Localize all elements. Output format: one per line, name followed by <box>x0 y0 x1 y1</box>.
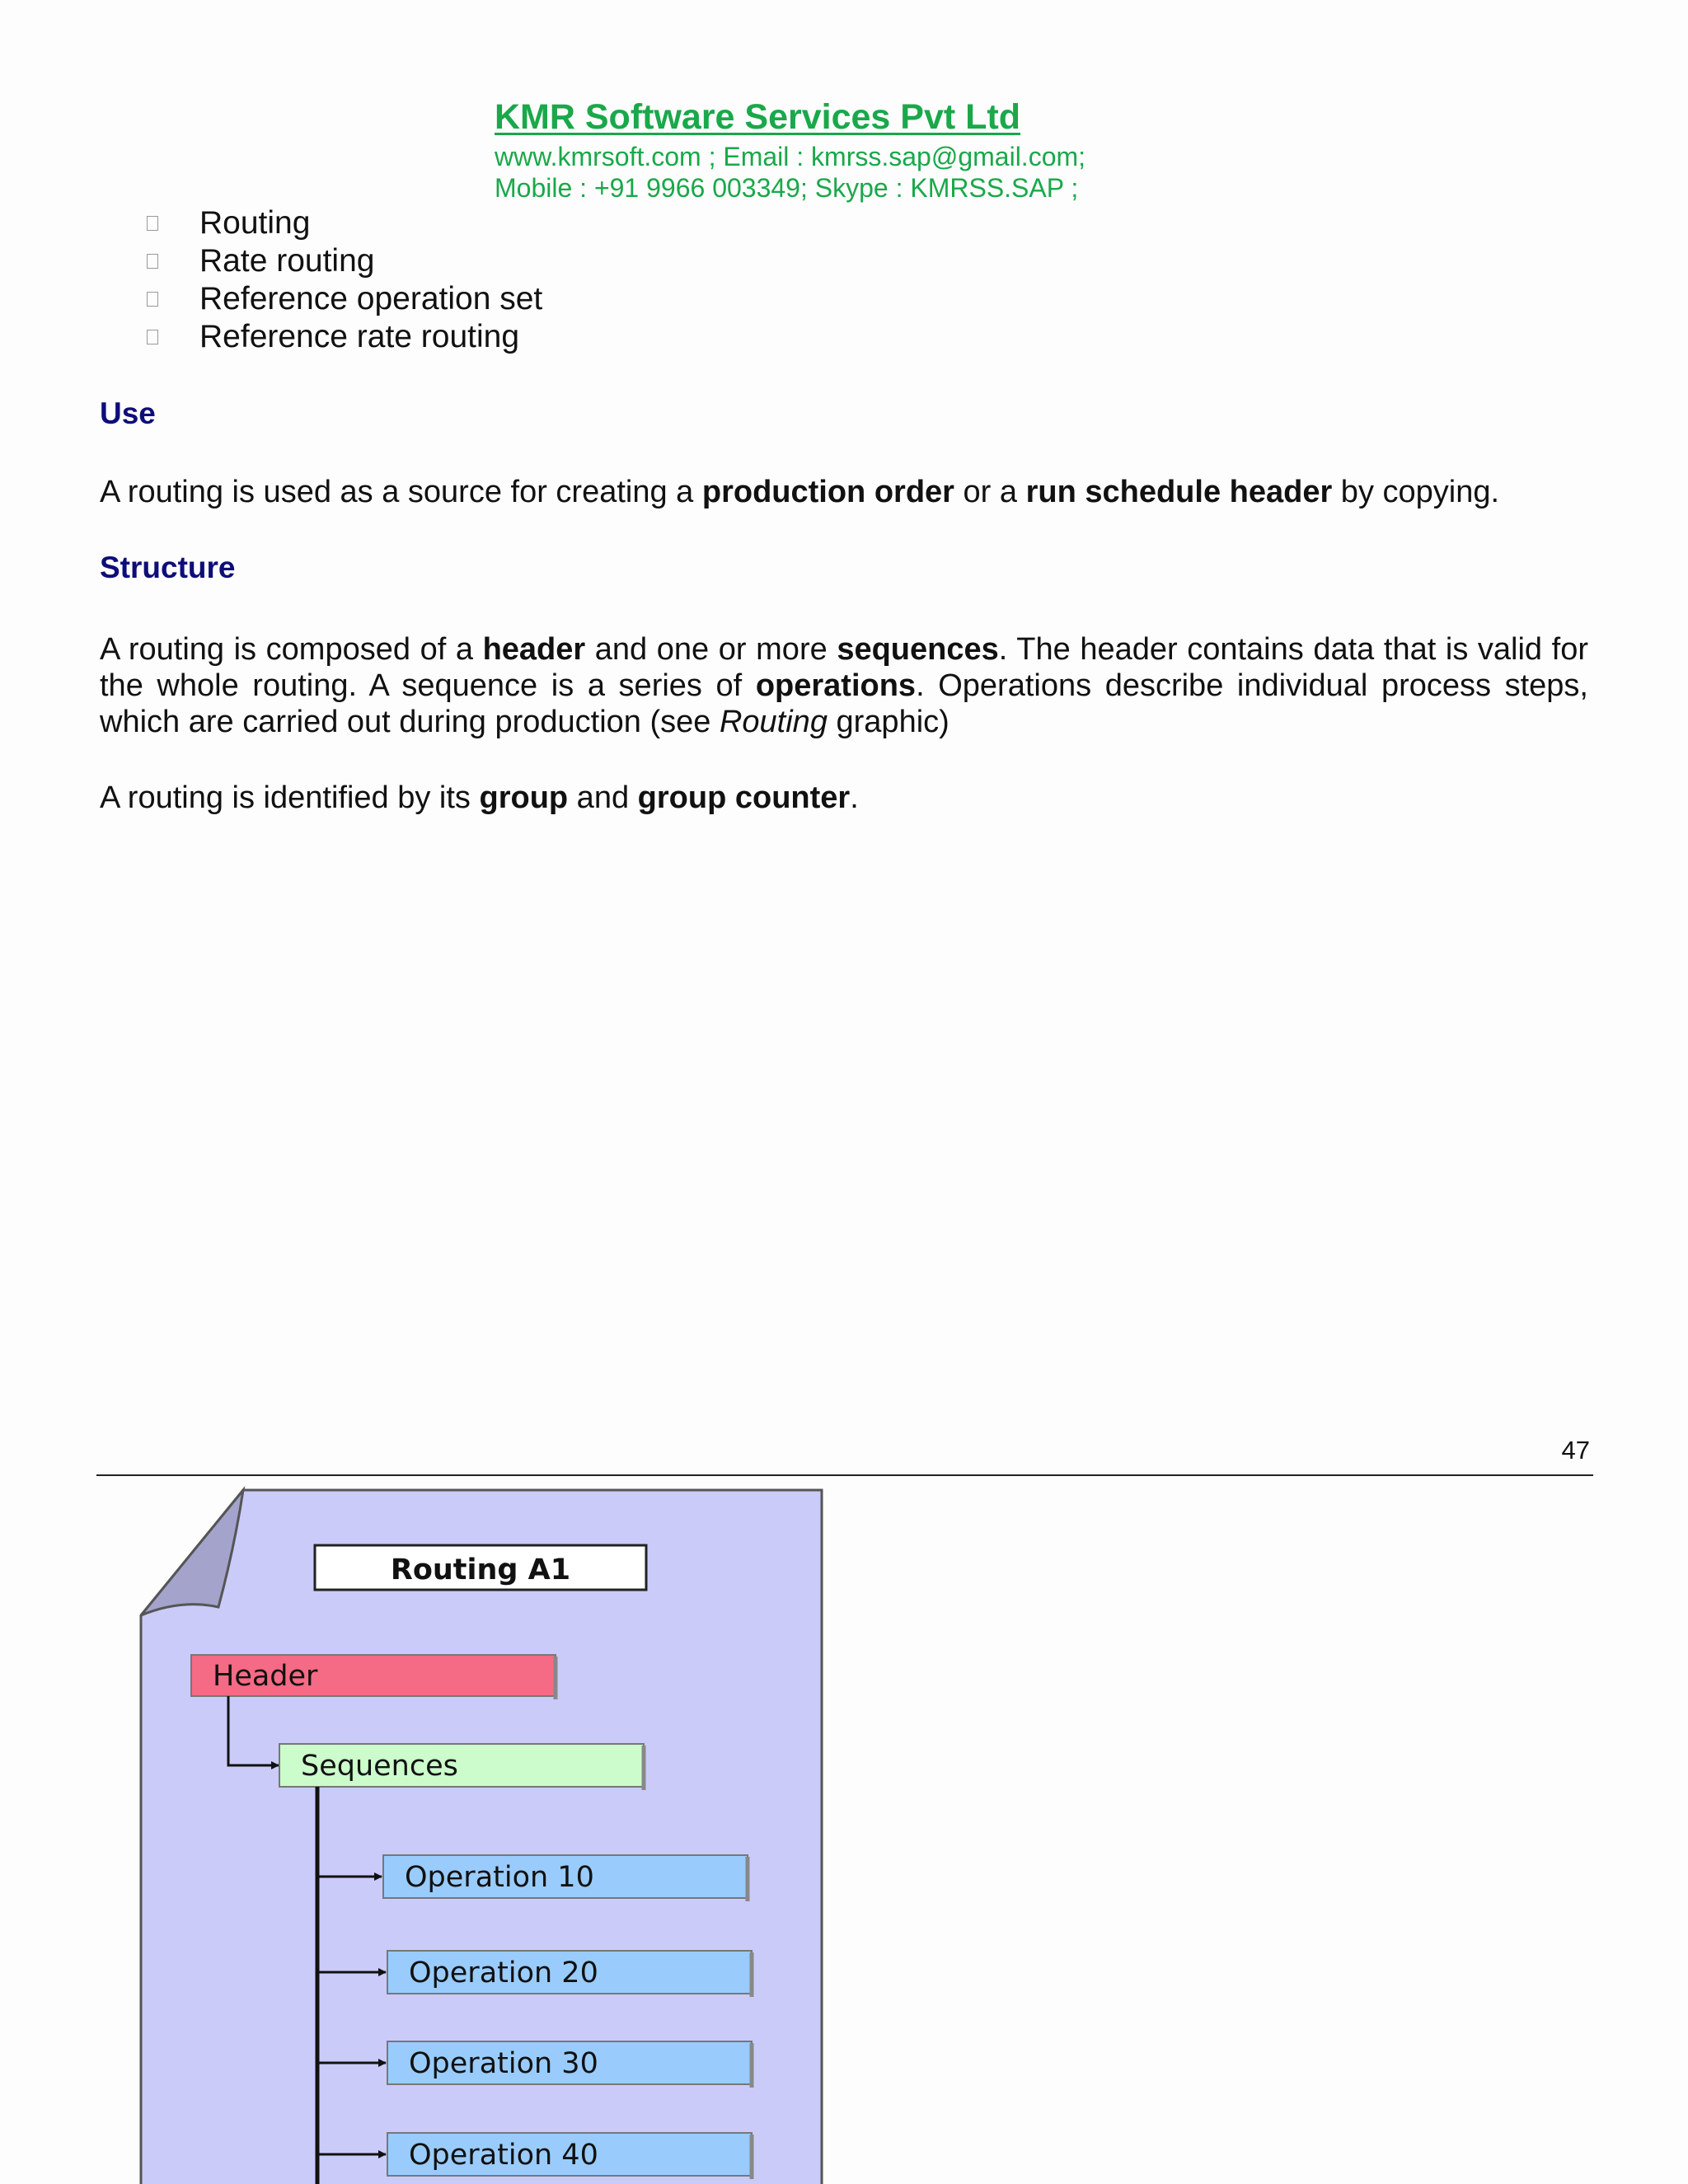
list-item-text: Rate routing <box>199 243 375 279</box>
structure-heading: Structure <box>100 551 236 584</box>
text-run: graphic) <box>827 705 950 739</box>
list-item <box>147 318 542 356</box>
routing-title: Routing A1 <box>390 1554 571 1586</box>
use-heading: Use <box>100 396 156 430</box>
use-paragraph <box>100 474 1588 510</box>
list-item-text: Reference rate routing <box>199 319 520 354</box>
sequences-box <box>279 1744 644 1790</box>
list-item-text: Routing <box>199 205 311 241</box>
text-run: by copying. <box>1332 475 1500 509</box>
operation-label: Operation 30 <box>409 2047 598 2080</box>
list-item <box>147 280 542 318</box>
bullet-box-icon <box>147 292 158 307</box>
text-run: A routing is used as a source for creating a <box>100 475 702 509</box>
header-label: Header <box>213 1660 318 1693</box>
bold-text-run: production order <box>701 475 954 509</box>
list-item <box>147 242 542 280</box>
operation-label: Operation 20 <box>409 1957 598 1990</box>
text-run: . <box>850 780 859 815</box>
text-run: or a <box>954 475 1026 509</box>
list-item-text: Reference operation set <box>199 281 543 316</box>
contact-line-phone-skype: Mobile : +91 9966 003349; Skype : KMRSS.SAP ; <box>495 173 1079 203</box>
routing-types-list <box>147 204 542 356</box>
bold-text-run: operations <box>755 668 917 703</box>
structure-paragraph <box>100 631 1588 740</box>
text-run: . The header contains data that is valid for the whole routing. A sequence is a series of <box>100 632 1588 703</box>
italic-text-run: Routing <box>719 705 828 739</box>
bullet-box-icon <box>147 330 158 344</box>
text-run: A routing is identified by its <box>100 780 480 815</box>
text-run: and one or more <box>585 632 837 667</box>
company-name: KMR Software Services Pvt Ltd <box>495 97 1021 137</box>
list-item <box>147 204 542 242</box>
identification-paragraph <box>100 780 1588 816</box>
bold-text-run: header <box>482 632 586 667</box>
bullet-box-icon <box>147 254 158 269</box>
bold-text-run: run schedule header <box>1025 475 1333 509</box>
text-run: . Operations describe individual process steps, which are carried out during production (see <box>100 668 1588 739</box>
operation-label: Operation 40 <box>409 2139 598 2172</box>
text-run: and <box>568 780 638 815</box>
routing-title-box <box>315 1545 646 1590</box>
header-box <box>191 1655 556 1699</box>
bold-text-run: sequences <box>837 632 999 667</box>
routing-diagram <box>124 1475 832 2184</box>
text-run: A routing is composed of a <box>100 632 483 667</box>
bold-text-run: group <box>479 780 569 815</box>
bullet-box-icon <box>147 216 158 231</box>
contact-line-web-email: www.kmrsoft.com ; Email : kmrss.sap@gmail.com; <box>495 142 1086 171</box>
sequences-label: Sequences <box>301 1750 458 1783</box>
page-number: 47 <box>1561 1436 1590 1465</box>
operation-label: Operation 10 <box>405 1861 594 1894</box>
bold-text-run: group counter <box>637 780 851 815</box>
